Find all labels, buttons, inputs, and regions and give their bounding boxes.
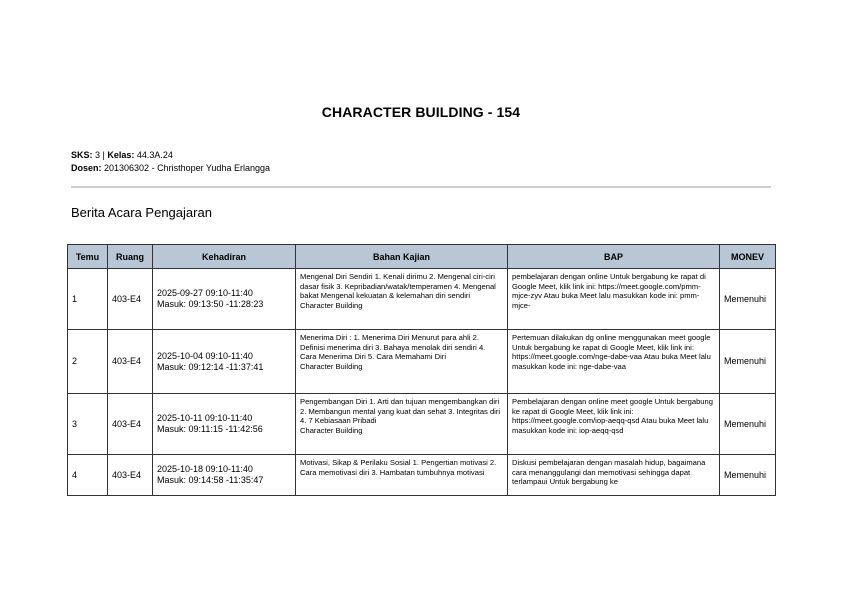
sks-label: SKS: (71, 150, 93, 160)
header-temu: Temu (68, 245, 108, 269)
cell-bap: Diskusi pembelajaran dengan masalah hidup, bagaimana cara menanggulangi dan memotivasi sehingga dapat terlampaui Untuk bergabung ke (508, 455, 720, 496)
cell-ruang: 403-E4 (108, 330, 153, 394)
cell-ruang: 403-E4 (108, 269, 153, 330)
table-row (68, 330, 776, 394)
kehadiran-masuk: Masuk: 09:13:50 -11:28:23 (157, 299, 264, 309)
cell-bap: pembelajaran dengan online Untuk bergabung ke rapat di Google Meet, klik link ini: https://meet.google.com/pmm-mjce-zyv Atau buka Meet lalu masukkan kode ini: pmm-mjce- (508, 269, 720, 330)
section-title: Berita Acara Pengajaran (71, 205, 212, 220)
course-meta-dosen (71, 163, 270, 174)
header-bap: BAP (508, 245, 720, 269)
cell-kehadiran (153, 394, 296, 455)
cell-kehadiran (153, 269, 296, 330)
kehadiran-jadwal: 2025-09-27 09:10-11:40 (157, 288, 253, 298)
kehadiran-masuk: Masuk: 09:12:14 -11:37:41 (157, 361, 264, 372)
bahan-text: Mengenal Diri Sendiri 1. Kenali dirimu 2. Mengenal ciri-ciri dasar fisik 3. Kepribadian/watak/temperamen 4. Mengenal bakat Mengenal kekuatan & kelemahan diri sendiri (300, 272, 496, 301)
kelas-value: 44.3A.24 (134, 150, 173, 160)
cell-ruang: 403-E4 (108, 455, 153, 496)
bahan-text: Motivasi, Sikap & Perilaku Sosial 1. Pengertian motivasi 2. Cara memotivasi diri 3. Hambatan tumbuhnya motivasi (300, 458, 497, 477)
kehadiran-jadwal: 2025-10-18 09:10-11:40 (157, 464, 253, 474)
cell-temu: 2 (68, 330, 108, 394)
bap-table (67, 244, 776, 496)
header-bahan-kajian: Bahan Kajian (296, 245, 508, 269)
dosen-value: 201306302 - Christhoper Yudha Erlangga (101, 163, 270, 173)
bahan-subject: Character Building (300, 301, 363, 311)
table-header-row (68, 245, 776, 269)
cell-temu: 3 (68, 394, 108, 455)
kehadiran-jadwal: 2025-10-04 09:10-11:40 (157, 350, 253, 361)
bahan-text: Menerima Diri : 1. Menerima Diri Menurut para ahli 2. Definisi menerima diri 3. Bahaya menolak diri sendiri 4. Cara Menerima Diri 5. Cara Memahami Diri (300, 333, 486, 362)
header-ruang: Ruang (108, 245, 153, 269)
cell-bahan-kajian (296, 455, 508, 496)
table-row (68, 269, 776, 330)
bahan-text: Pengembangan Diri 1. Arti dan tujuan mengembangkan diri 2. Membangun mental yang kuat dan sehat 3. Integritas diri 4. 7 Kebiasaan Pribadi (300, 397, 501, 426)
cell-monev: Memenuhi (720, 269, 776, 330)
cell-temu: 4 (68, 455, 108, 496)
divider (71, 186, 771, 188)
bahan-subject: Character Building (300, 426, 363, 436)
cell-bahan-kajian (296, 394, 508, 455)
sks-value: 3 | (92, 150, 108, 160)
cell-ruang: 403-E4 (108, 394, 153, 455)
cell-monev: Memenuhi (720, 455, 776, 496)
cell-bahan-kajian (296, 269, 508, 330)
kehadiran-masuk: Masuk: 09:11:15 -11:42:56 (157, 424, 263, 434)
dosen-label: Dosen: (71, 163, 102, 173)
kehadiran-jadwal: 2025-10-11 09:10-11:40 (157, 413, 253, 423)
cell-monev: Memenuhi (720, 330, 776, 394)
course-title: CHARACTER BUILDING - 154 (321, 104, 521, 120)
cell-bap: Pembelajaran dengan online meet google Untuk bergabung ke rapat di Google Meet, klik link ini: https://meet.google.com/iop-aeqq-qsd Atau buka Meet lalu masukkan kode ini: iop-aeqq-qsd (508, 394, 720, 455)
kelas-label: Kelas: (107, 150, 135, 160)
header-monev: MONEV (720, 245, 776, 269)
cell-bahan-kajian (296, 330, 508, 394)
table-row (68, 394, 776, 455)
course-meta-sks-kelas (71, 150, 173, 161)
cell-monev: Memenuhi (720, 394, 776, 455)
header-kehadiran: Kehadiran (153, 245, 296, 269)
table-row (68, 455, 776, 496)
cell-bap: Pertemuan dilakukan dg online menggunakan meet google Untuk bergabung ke rapat di Google Meet, klik link ini: https://meet.google.com/nge-dabe-vaa Atau buka Meet lalu masukkan kode ini: nge-dabe-vaa (508, 330, 720, 394)
cell-kehadiran (153, 330, 296, 394)
cell-temu: 1 (68, 269, 108, 330)
cell-kehadiran (153, 455, 296, 496)
kehadiran-masuk: Masuk: 09:14:58 -11:35:47 (157, 475, 264, 485)
bahan-subject: Character Building (300, 362, 363, 372)
